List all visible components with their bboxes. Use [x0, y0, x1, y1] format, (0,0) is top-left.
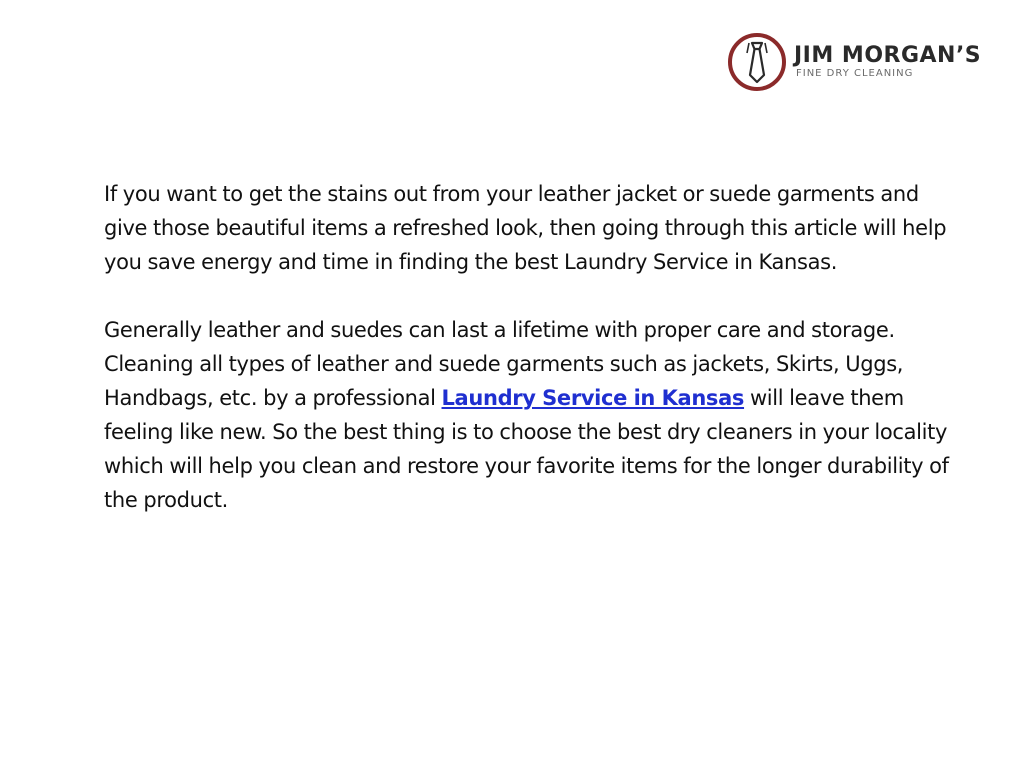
paragraph-2-text-start: Generally leather and suedes can last a lifetime with proper care and storage. Cleaning all types of leather and suede garments such as jackets, Skirts, Uggs, Handbags, etc. by a professional [104, 318, 904, 410]
laundry-service-link[interactable]: Laundry Service in Kansas [441, 386, 745, 410]
article-paragraph-1: If you want to get the stains out from your leather jacket or suede garments and give those beautiful items a refreshed look, then going through this article will help you save energy and time in finding the best Laundry Service in Kansas. [104, 182, 947, 274]
article-paragraph-2 [104, 313, 954, 517]
logo-tagline: FINE DRY CLEANING [796, 68, 914, 79]
logo-name: JIM MORGAN’S [794, 43, 982, 68]
article-body [104, 177, 954, 517]
logo-text [794, 44, 981, 80]
company-logo [726, 28, 982, 96]
paragraph-2-text-end: will leave them feeling like new. So the best thing is to choose the best dry cleaners in your locality which will help you clean and restore your favorite items for the longer durability of the product. [104, 386, 949, 512]
tie-logo-icon [726, 31, 788, 93]
